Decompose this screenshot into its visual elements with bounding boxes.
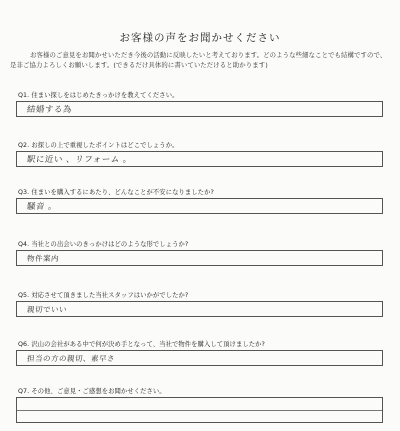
answer-3-text: 騒音 。 [26,202,58,212]
question-2-label: Q2. お探しの上で重視したポイントはどこでしょうか。 [18,142,179,149]
answer-1-text: 結婚する為 [26,105,73,115]
question-5-label: Q5. 対応させて頂きました当社スタッフはいかがでしたか? [18,292,189,299]
answer-box-1[interactable] [16,101,383,117]
answer-box-3[interactable] [16,198,383,214]
question-3-label: Q3. 住まいを購入するにあたり、どんなことが不安になりましたか? [18,189,214,196]
answer-4-text: 物件案内 [26,254,60,263]
question-4-label: Q4. 当社との出会いのきっかけはどのような形でしょうか? [18,241,189,248]
answer-5-text: 親切でいい [26,305,68,314]
answer-box-6[interactable] [16,350,383,366]
answer-box-4[interactable] [16,250,383,266]
question-7-label: Q7. その他、ご意見・ご感想をお聞かせください。 [18,388,166,395]
question-6-label: Q6. 沢山の会社がある中で何が決め手となって、当社で物件を購入して頂けましたか? [18,341,265,348]
question-1-label: Q1. 住まい探しをはじめたきっかけを教えてください。 [18,92,179,99]
answer-6-text: 担当の方の親切、素早さ [26,354,116,363]
answer-box-2[interactable] [16,151,383,167]
answer-2-text: 駅に近い 、リフォーム 。 [26,155,133,165]
form-title: お客様の声をお聞かせください [119,32,281,44]
answer-box-7-divider [17,410,382,411]
answer-box-5[interactable] [16,301,383,317]
answer-box-7[interactable] [16,397,383,423]
form-intro: お客様のご意見をお聞かせいただき今後の活動に反映したいと考えております。どのような些細なことでも結構ですので、是非ご協力よろしくお願いします。(できるだけ具体的に書いていただけると助かります) [10,51,387,69]
